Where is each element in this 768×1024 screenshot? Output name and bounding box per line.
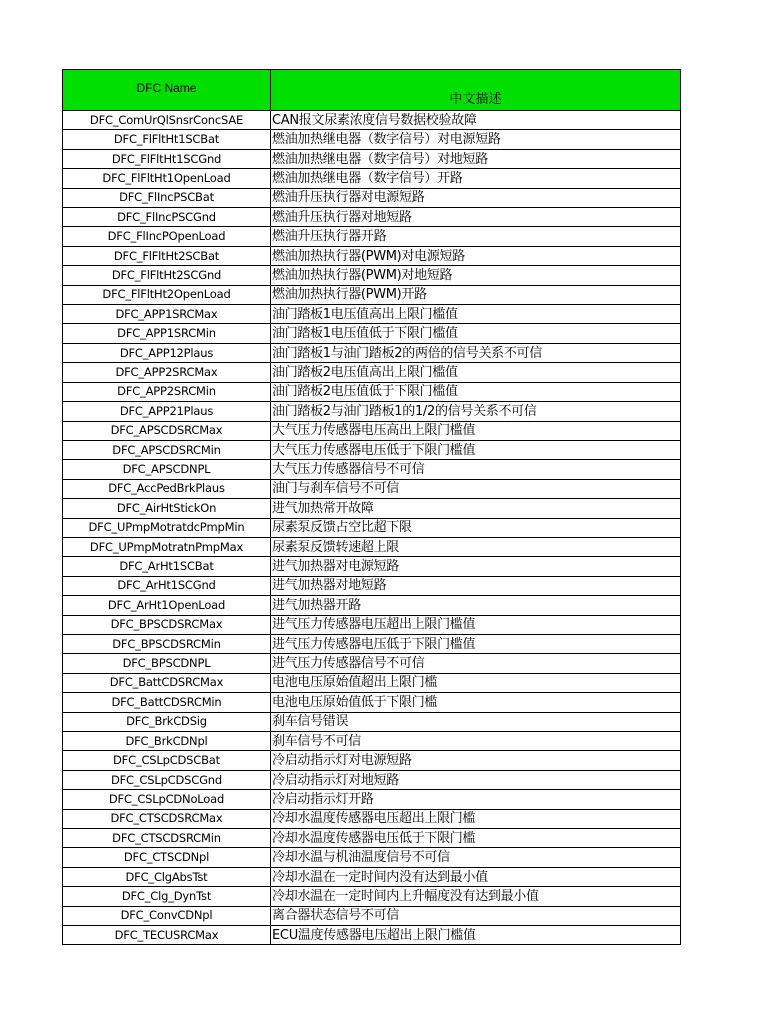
dfc-name-cell: DFC_FlFltHt2SCGnd bbox=[63, 266, 271, 285]
table-row bbox=[63, 809, 681, 828]
description-cell: 进气加热常开故障 bbox=[271, 499, 681, 518]
dfc-name-cell: DFC_BrkCDNpl bbox=[63, 732, 271, 751]
header-row bbox=[63, 70, 681, 111]
description-cell: 燃油加热继电器（数字信号）开路 bbox=[271, 169, 681, 188]
table-row bbox=[63, 906, 681, 925]
dfc-name-cell: DFC_APP2SRCMax bbox=[63, 363, 271, 382]
description-cell: CAN报文尿素浓度信号数据校验故障 bbox=[271, 111, 681, 130]
table-row bbox=[63, 440, 681, 459]
table-row bbox=[63, 324, 681, 343]
table-row bbox=[63, 188, 681, 207]
description-cell: 油门踏板1与油门踏板2的两倍的信号关系不可信 bbox=[271, 343, 681, 362]
table-row bbox=[63, 537, 681, 556]
dfc-name-cell: DFC_APP2SRCMin bbox=[63, 382, 271, 401]
description-cell: 尿素泵反馈转速超上限 bbox=[271, 537, 681, 556]
table-row bbox=[63, 402, 681, 421]
table-row bbox=[63, 227, 681, 246]
description-cell: 离合器状态信号不可信 bbox=[271, 906, 681, 925]
description-cell: 燃油加热执行器(PWM)对地短路 bbox=[271, 266, 681, 285]
dfc-name-cell: DFC_AccPedBrkPlaus bbox=[63, 479, 271, 498]
table-row bbox=[63, 305, 681, 324]
description-cell: 进气压力传感器电压低于下限门槛值 bbox=[271, 634, 681, 653]
table-row bbox=[63, 169, 681, 188]
table-row bbox=[63, 751, 681, 770]
description-cell: 油门踏板2与油门踏板1的1/2的信号关系不可信 bbox=[271, 402, 681, 421]
table-row bbox=[63, 421, 681, 440]
description-cell: 进气加热器开路 bbox=[271, 596, 681, 615]
dfc-name-cell: DFC_FlFltHt1SCGnd bbox=[63, 149, 271, 168]
description-cell: 冷却水温度传感器电压低于下限门槛 bbox=[271, 829, 681, 848]
table-row bbox=[63, 382, 681, 401]
table-body bbox=[63, 111, 681, 945]
description-cell: 冷启动指示灯对地短路 bbox=[271, 770, 681, 789]
dfc-name-cell: DFC_ArHt1OpenLoad bbox=[63, 596, 271, 615]
table-row bbox=[63, 518, 681, 537]
table-row bbox=[63, 285, 681, 304]
description-cell: 进气加热器对电源短路 bbox=[271, 557, 681, 576]
description-cell: 大气压力传感器电压高出上限门槛值 bbox=[271, 421, 681, 440]
dfc-name-cell: DFC_CTSCDNpl bbox=[63, 848, 271, 867]
dfc-name-cell: DFC_FlFltHt1SCBat bbox=[63, 130, 271, 149]
table-header bbox=[63, 70, 681, 111]
dfc-name-cell: DFC_TECUSRCMax bbox=[63, 926, 271, 945]
table-row bbox=[63, 790, 681, 809]
dfc-name-cell: DFC_BPSCDNPL bbox=[63, 654, 271, 673]
table-row bbox=[63, 208, 681, 227]
description-cell: 燃油升压执行器开路 bbox=[271, 227, 681, 246]
description-cell: 燃油加热执行器(PWM)对电源短路 bbox=[271, 246, 681, 265]
table-row bbox=[63, 576, 681, 595]
dfc-name-cell: DFC_CTSCDSRCMin bbox=[63, 829, 271, 848]
description-cell: 大气压力传感器信号不可信 bbox=[271, 460, 681, 479]
description-cell: 燃油升压执行器对电源短路 bbox=[271, 188, 681, 207]
description-cell: 冷却水温度传感器电压超出上限门槛 bbox=[271, 809, 681, 828]
description-cell: 电池电压原始值超出上限门槛 bbox=[271, 673, 681, 692]
description-cell: 燃油升压执行器对地短路 bbox=[271, 208, 681, 227]
dfc-name-cell: DFC_ClgAbsTst bbox=[63, 867, 271, 886]
table-row bbox=[63, 615, 681, 634]
table-row bbox=[63, 926, 681, 945]
dfc-name-cell: DFC_CTSCDSRCMax bbox=[63, 809, 271, 828]
dfc-table bbox=[62, 69, 681, 945]
description-cell: 大气压力传感器电压低于下限门槛值 bbox=[271, 440, 681, 459]
description-cell: 刹车信号错误 bbox=[271, 712, 681, 731]
description-cell: 进气加热器对地短路 bbox=[271, 576, 681, 595]
table-row bbox=[63, 266, 681, 285]
dfc-name-cell: DFC_FlIncPSCBat bbox=[63, 188, 271, 207]
table-row bbox=[63, 596, 681, 615]
dfc-name-cell: DFC_APP21Plaus bbox=[63, 402, 271, 421]
table-row bbox=[63, 673, 681, 692]
dfc-name-cell: DFC_FlIncPOpenLoad bbox=[63, 227, 271, 246]
dfc-name-cell: DFC_BPSCDSRCMin bbox=[63, 634, 271, 653]
dfc-name-cell: DFC_BattCDSRCMin bbox=[63, 693, 271, 712]
description-cell: 冷启动指示灯开路 bbox=[271, 790, 681, 809]
table-row bbox=[63, 149, 681, 168]
dfc-name-cell: DFC_Clg_DynTst bbox=[63, 887, 271, 906]
table-row bbox=[63, 829, 681, 848]
table-row bbox=[63, 770, 681, 789]
dfc-name-cell: DFC_APSCDNPL bbox=[63, 460, 271, 479]
dfc-name-cell: DFC_UPmpMotratnPmpMax bbox=[63, 537, 271, 556]
dfc-name-cell: DFC_CSLpCDSCBat bbox=[63, 751, 271, 770]
description-cell: 刹车信号不可信 bbox=[271, 732, 681, 751]
table-row bbox=[63, 343, 681, 362]
table-row bbox=[63, 246, 681, 265]
description-cell: 冷启动指示灯对电源短路 bbox=[271, 751, 681, 770]
description-cell: 燃油加热继电器（数字信号）对地短路 bbox=[271, 149, 681, 168]
table-row bbox=[63, 363, 681, 382]
dfc-name-cell: DFC_CSLpCDSCGnd bbox=[63, 770, 271, 789]
dfc-name-cell: DFC_ComUrQlSnsrConcSAE bbox=[63, 111, 271, 130]
table-row bbox=[63, 693, 681, 712]
table-row bbox=[63, 887, 681, 906]
dfc-name-cell: DFC_UPmpMotratdcPmpMin bbox=[63, 518, 271, 537]
dfc-name-cell: DFC_BattCDSRCMax bbox=[63, 673, 271, 692]
table-row bbox=[63, 479, 681, 498]
description-cell: 燃油加热执行器(PWM)开路 bbox=[271, 285, 681, 304]
dfc-name-cell: DFC_FlFltHt2SCBat bbox=[63, 246, 271, 265]
description-cell: ECU温度传感器电压超出上限门槛值 bbox=[271, 926, 681, 945]
description-cell: 燃油加热继电器（数字信号）对电源短路 bbox=[271, 130, 681, 149]
dfc-name-cell: DFC_APSCDSRCMin bbox=[63, 440, 271, 459]
description-cell: 尿素泵反馈占空比超下限 bbox=[271, 518, 681, 537]
dfc-name-cell: DFC_APP1SRCMax bbox=[63, 305, 271, 324]
table-row bbox=[63, 732, 681, 751]
description-cell: 冷却水温在一定时间内上升幅度没有达到最小值 bbox=[271, 887, 681, 906]
table-row bbox=[63, 867, 681, 886]
description-cell: 冷却水温与机油温度信号不可信 bbox=[271, 848, 681, 867]
table-row bbox=[63, 654, 681, 673]
table-row bbox=[63, 111, 681, 130]
description-cell: 进气压力传感器信号不可信 bbox=[271, 654, 681, 673]
table-row bbox=[63, 848, 681, 867]
dfc-name-cell: DFC_ArHt1SCBat bbox=[63, 557, 271, 576]
dfc-name-cell: DFC_BPSCDSRCMax bbox=[63, 615, 271, 634]
header-dfc-name: DFC Name bbox=[63, 70, 271, 111]
description-cell: 油门踏板1电压值低于下限门槛值 bbox=[271, 324, 681, 343]
dfc-name-cell: DFC_APP1SRCMin bbox=[63, 324, 271, 343]
table-row bbox=[63, 499, 681, 518]
table-row bbox=[63, 130, 681, 149]
dfc-name-cell: DFC_ConvCDNpl bbox=[63, 906, 271, 925]
dfc-name-cell: DFC_APP12Plaus bbox=[63, 343, 271, 362]
table-row bbox=[63, 557, 681, 576]
dfc-name-cell: DFC_AirHtStickOn bbox=[63, 499, 271, 518]
description-cell: 油门踏板1电压值高出上限门槛值 bbox=[271, 305, 681, 324]
dfc-name-cell: DFC_APSCDSRCMax bbox=[63, 421, 271, 440]
description-cell: 油门踏板2电压值低于下限门槛值 bbox=[271, 382, 681, 401]
table-row bbox=[63, 634, 681, 653]
dfc-name-cell: DFC_FlIncPSCGnd bbox=[63, 208, 271, 227]
description-cell: 进气压力传感器电压超出上限门槛值 bbox=[271, 615, 681, 634]
table-row bbox=[63, 460, 681, 479]
dfc-name-cell: DFC_FlFltHt1OpenLoad bbox=[63, 169, 271, 188]
header-chinese-description: 中文描述 bbox=[271, 70, 681, 111]
description-cell: 油门与刹车信号不可信 bbox=[271, 479, 681, 498]
description-cell: 油门踏板2电压值高出上限门槛值 bbox=[271, 363, 681, 382]
table-row bbox=[63, 712, 681, 731]
description-cell: 冷却水温在一定时间内没有达到最小值 bbox=[271, 867, 681, 886]
dfc-name-cell: DFC_BrkCDSig bbox=[63, 712, 271, 731]
dfc-name-cell: DFC_FlFltHt2OpenLoad bbox=[63, 285, 271, 304]
dfc-name-cell: DFC_ArHt1SCGnd bbox=[63, 576, 271, 595]
description-cell: 电池电压原始值低于下限门槛 bbox=[271, 693, 681, 712]
dfc-name-cell: DFC_CSLpCDNoLoad bbox=[63, 790, 271, 809]
